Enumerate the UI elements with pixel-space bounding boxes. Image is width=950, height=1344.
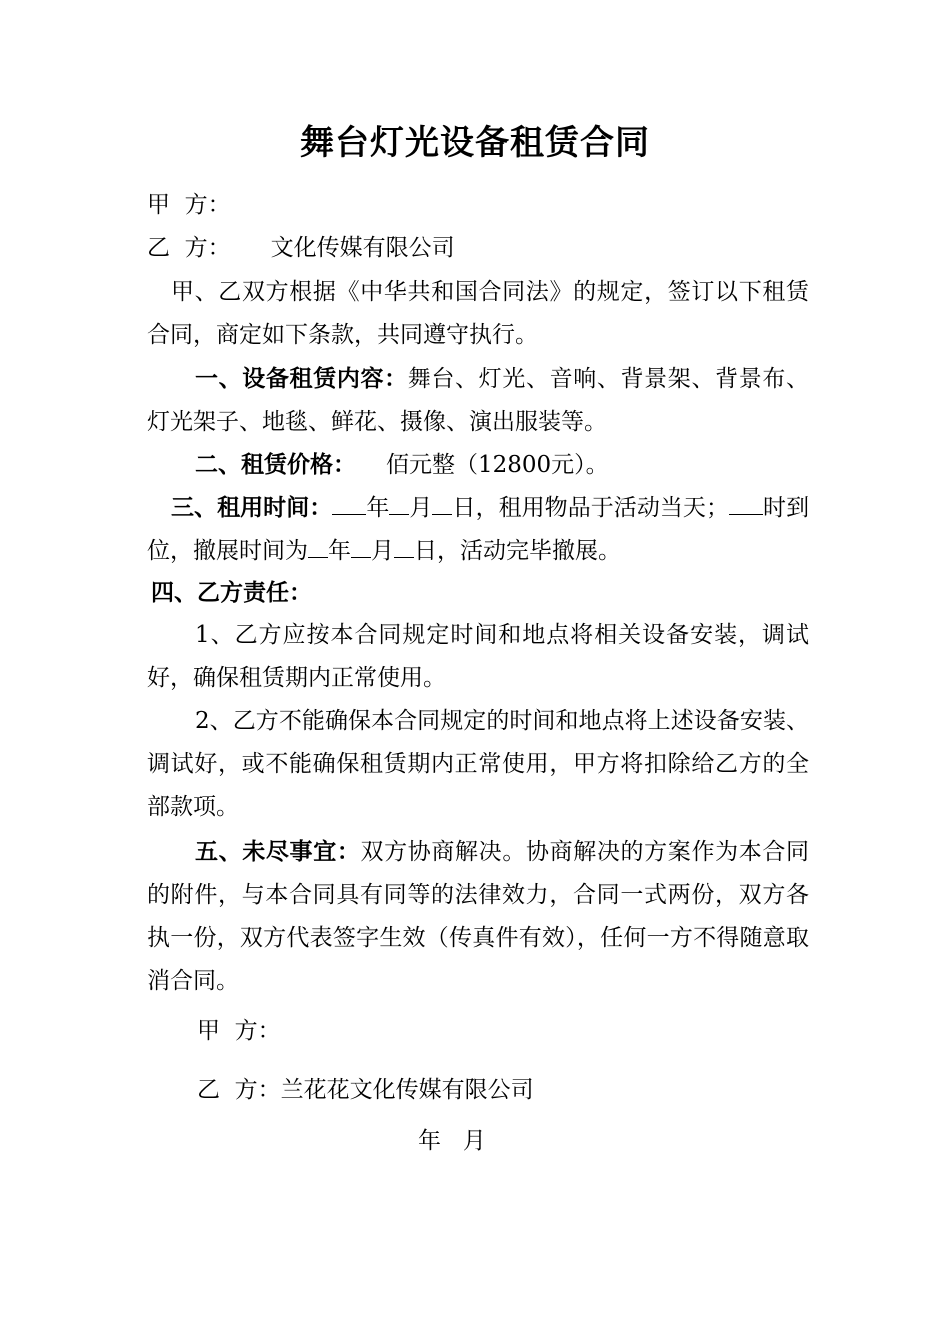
section5-heading: 五、未尽事宜： [195,838,361,865]
section5-text: 双方协商解决。协商解决的方案作为本合同的附件，与本合同具有同等的法律效力，合同一式两份，双方各执一份，双方代表签字生效（传真件有效），任何一方不得随意取消合同。 [147,839,810,994]
party-b-value: 文化传媒有限公司 [270,235,455,261]
section1-heading: 一、设备租赁内容： [195,365,408,392]
signature-date: 年 月 [418,1128,486,1154]
document-title: 舞台灯光设备租赁合同 [300,123,650,163]
end-day-blank [394,535,414,558]
section3-heading: 三、租用时间： [171,494,333,521]
day-blank [432,492,452,515]
section1-text: 舞台、灯光、音响、背景架、背景布、灯光架子、地毯、鲜花、摄像、演出服装等。 [147,366,810,435]
month-blank [389,492,409,515]
section2-text: 佰元整（12800元）。 [386,452,609,478]
section2-heading: 二、租赁价格： [195,451,356,478]
section2-paragraph [147,443,809,487]
signature-party-b: 乙 方：兰花花文化传媒有限公司 [197,1077,534,1103]
hour-blank [729,492,763,515]
section5-paragraph [147,830,809,1003]
signature-party-a: 甲 方： [197,1018,281,1044]
party-a-label: 甲 方： [147,192,231,218]
end-year-blank [308,535,328,558]
party-b-line [147,233,455,263]
section1-paragraph [147,357,809,444]
end-month-blank [351,535,371,558]
intro-paragraph: 甲、乙双方根据《中华共和国合同法》的规定，签订以下租赁合同，商定如下条款，共同遵守执行。 [147,279,809,348]
section4-heading: 四、乙方责任： [151,579,312,606]
party-a-line [147,190,231,220]
section4-item2: 2、乙方不能确保本合同规定的时间和地点将上述设备安装、调试好，或不能确保租赁期内正常使用，甲方将扣除给乙方的全部款项。 [147,708,809,820]
year-blank [332,492,366,515]
party-b-label: 乙 方： [147,235,231,261]
section4-item1: 1、乙方应按本合同规定时间和地点将相关设备安装，调试好，确保租赁期内正常使用。 [147,622,809,691]
section3-paragraph: 三、租用时间： 年 月 日，租用物品于活动当天； 时到位，撤展时间为 年 月 日，活动完毕撤展。 [147,494,810,564]
